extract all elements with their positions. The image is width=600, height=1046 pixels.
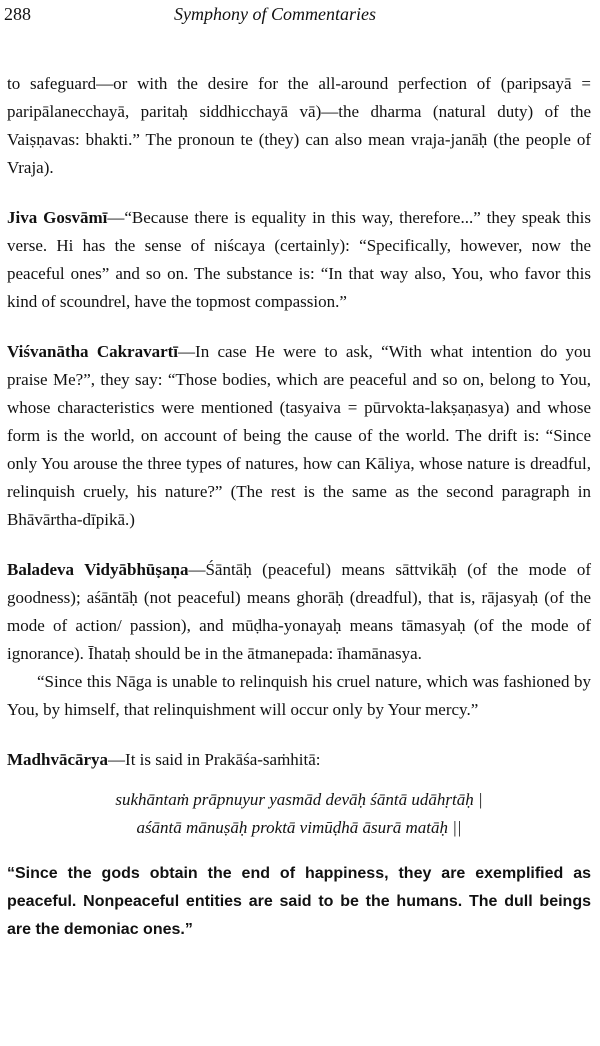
verse-line: sukhāntaṁ prāpnuyur yasmād devāḥ śāntā udāhṛtāḥ | — [115, 790, 483, 809]
paragraph-text: —Śāntāḥ (peaceful) means sāttvikāḥ (of the mode of goodness); aśāntāḥ (not peaceful) means ghorāḥ (dreadful), that is, rājasyaḥ (of the mode of action/ passion), and mūḍha-yonayaḥ means tāmasyaḥ (of the mode of ignorance). Īhataḥ should be in the ātmanepada: īhamānasya. — [7, 560, 591, 663]
page-header — [0, 2, 600, 28]
paragraph-naga — [7, 668, 591, 724]
translation-text: “Since the gods obtain the end of happiness, they are exemplified as peaceful. Nonpeaceful entities are said to be the humans. The dull beings are the demoniac ones.” — [7, 865, 591, 938]
running-title: Symphony of Commentaries — [174, 4, 376, 24]
sanskrit-verse — [7, 786, 591, 842]
verse-translation — [7, 860, 591, 944]
paragraph-text: —In case He were to ask, “With what intention do you praise Me?”, they say: “Those bodies, which are peaceful and so on, belong to You, whose characteristics were mentioned (tasyaiva = pūrvokta-lakṣaṇasya) and whose form is the world, on account of being the cause of the world. The drift is: “Since only You arouse the three types of natures, how can Kāliya, whose nature is dreadful, relinquish cruely, his nature?” (The rest is the same as the second paragraph in Bhāvārtha-dīpikā.) — [7, 342, 591, 529]
speaker-name: Madhvācārya — [7, 750, 109, 769]
paragraph-text: “Since this Nāga is unable to relinquish his cruel nature, which was fashioned by You, by himself, that relinquishment will occur only by Your mercy.” — [7, 672, 591, 719]
speaker-name: Viśvanātha Cakravartī — [7, 342, 179, 361]
paragraph-text: —“Because there is equality in this way, therefore...” they speak this verse. Hi has the sense of niścaya (certainly): “Specifically, however, now the peaceful ones” and so on. The substance is: “In that way also, You, who favor this kind of scoundrel, have the topmost compassion.” — [7, 208, 591, 311]
page-number: 288 — [4, 4, 31, 24]
paragraph-jiva-gosvami — [7, 204, 591, 316]
verse-line: aśāntā mānuṣāḥ proktā vimūḍhā āsurā matāḥ || — [136, 818, 462, 837]
paragraph-madhvacarya — [7, 746, 591, 774]
paragraph-continuation — [7, 70, 591, 182]
speaker-name: Jiva Gosvāmī — [7, 208, 108, 227]
paragraph-text: to safeguard—or with the desire for the all-around perfection of (paripsayā = paripālanecchayā, paritaḥ siddhicchayā vā)—the dharma (natural duty) of the Vaiṣṇavas: bhakti.” The pronoun te (they) can also mean vraja-janāḥ (the people of Vraja). — [7, 74, 591, 177]
speaker-name: Baladeva Vidyābhūṣaṇa — [7, 560, 189, 579]
paragraph-baladeva — [7, 556, 591, 668]
page-body — [7, 70, 591, 944]
paragraph-visvanatha — [7, 338, 591, 534]
paragraph-text: —It is said in Prakāśa-saṁhitā: — [108, 750, 321, 769]
